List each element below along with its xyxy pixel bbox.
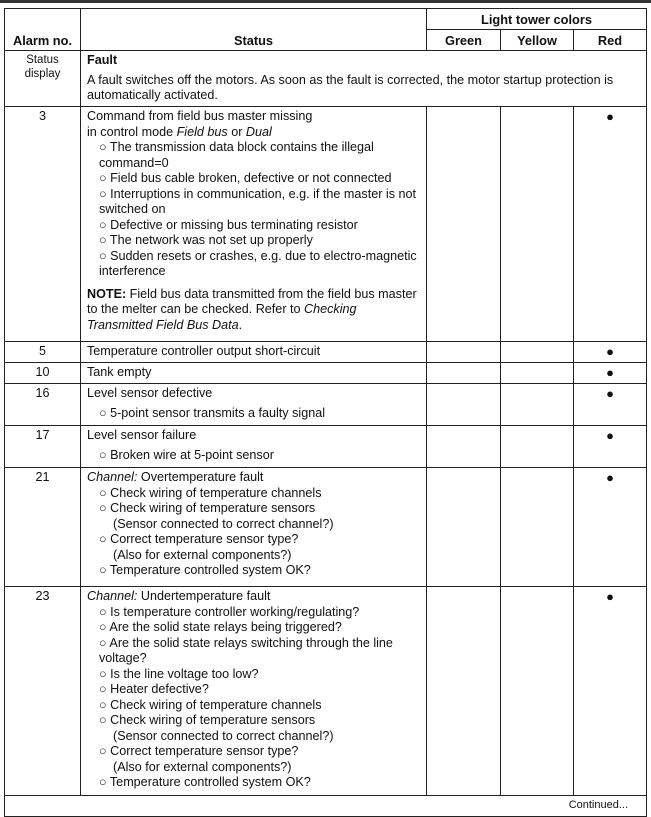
header-yellow: Yellow: [501, 30, 574, 51]
yellow-cell: [501, 107, 574, 342]
status-display-row: [5, 51, 647, 107]
yellow-cell: [501, 426, 574, 468]
bullet-icon: ○: [99, 604, 107, 619]
red-indicator-dot-icon: ●: [606, 589, 614, 604]
alarm-title: Channel: Overtemperature fault: [87, 470, 264, 484]
bullet-icon: ○: [99, 405, 107, 420]
header-green: Green: [427, 30, 501, 51]
bullet-item: ○ Check wiring of temperature channels: [99, 485, 322, 500]
alarm-status: [81, 363, 427, 384]
bullet-item: ○ Is the line voltage too low?: [99, 666, 259, 681]
bullet-item: ○ Interruptions in communication, e.g. if the master is not switched on: [99, 186, 416, 216]
yellow-cell: [501, 587, 574, 796]
note: NOTE: Field bus data transmitted from the field bus master to the melter can be checked. Refer to Checking Transmitted Field Bus Data.: [87, 286, 417, 332]
red-indicator-dot-icon: ●: [606, 428, 614, 443]
red-cell: [574, 587, 647, 796]
bullet-icon: ○: [99, 635, 107, 650]
bullet-icon: ○: [99, 697, 107, 712]
bullet-icon: ○: [99, 447, 107, 462]
red-cell: [574, 342, 647, 363]
alarm-number: 16: [5, 384, 81, 426]
bullet-item: ○ Correct temperature sensor type?: [99, 744, 299, 758]
bullet-icon: ○: [99, 140, 107, 154]
alarm-number: 5: [5, 342, 81, 363]
bullet-item: ○ Is temperature controller working/regulating?: [99, 604, 360, 619]
bullet-icon: ○: [99, 485, 107, 500]
red-indicator-dot-icon: ●: [606, 344, 614, 359]
alarm-title: Level sensor defective: [87, 386, 213, 400]
red-indicator-dot-icon: ●: [606, 109, 614, 124]
alarm-row: [5, 363, 647, 384]
alarm-row: [5, 468, 647, 587]
bullet-icon: ○: [99, 248, 107, 263]
bullet-item: ○ Sudden resets or crashes, e.g. due to electro-magnetic interference: [99, 248, 417, 278]
alarm-number: 3: [5, 107, 81, 342]
bullet-icon: ○: [99, 713, 107, 727]
bullet-item: ○ The transmission data block contains the illegal command=0: [99, 140, 374, 170]
yellow-cell: [501, 363, 574, 384]
bullet-item: ○ Are the solid state relays being triggered?: [99, 620, 342, 634]
fault-description: A fault switches off the motors. As soon as the fault is corrected, the motor startup protection is automatically activated.: [87, 72, 614, 102]
alarm-title: Tank empty: [87, 365, 152, 379]
red-cell: [574, 468, 647, 587]
red-cell: [574, 363, 647, 384]
green-cell: [427, 107, 501, 342]
alarm-row: [5, 426, 647, 468]
bullet-item: ○ Heater defective?: [99, 682, 209, 696]
alarm-status: [81, 384, 427, 426]
red-cell: [574, 384, 647, 426]
alarm-number: 10: [5, 363, 81, 384]
alarm-table: [4, 8, 647, 817]
alarm-title: Channel: Undertemperature fault: [87, 589, 271, 603]
bullet-item: ○ Field bus cable broken, defective or not connected: [99, 171, 392, 185]
bullet-icon: ○: [99, 171, 107, 185]
yellow-cell: [501, 342, 574, 363]
page-top-rule: [0, 0, 651, 3]
alarm-number: 23: [5, 587, 81, 796]
alarm-status: Channel: Undertemperature fault ○ Is temperature controller working/regulating? ○ Are the solid state relays being triggered? ○ Are the solid state relays switching through the line voltage? ○ Is the line voltage too low? ○ Heater defective? ○ Check wiring of temperature channels ○ Check wiring of temperature sensors (Sensor connected to correct channel?) ○ Correct temperature sensor type? (Also for external components?) ○ Temperature controlled system OK?: [81, 587, 427, 796]
red-cell: [574, 107, 647, 342]
header-alarm-no: Alarm no.: [5, 9, 81, 51]
alarm-status: [81, 426, 427, 468]
green-cell: [427, 342, 501, 363]
alarm-status: Command from field bus master missing in control mode Field bus or Dual ○ The transmission data block contains the illegal command=0 ○ Field bus cable broken, defective or not connected ○ Interruptions in communication, e.g. if the master is not switched on ○ Defective or missing bus terminating resistor ○ The network was not set up properly ○ Sudden resets or crashes, e.g. due to electro-magnetic interference NOTE: Field bus data transmitted from the field bus master to the melter can be checked. Refer to Checking Transmitted Field Bus Data.: [81, 107, 427, 342]
bullet-item: ○ Check wiring of temperature sensors: [99, 501, 316, 515]
alarm-row: [5, 384, 647, 426]
alarm-title: Temperature controller output short-circuit: [87, 344, 321, 358]
header-status: Status: [81, 9, 427, 51]
bullet-icon: ○: [99, 563, 107, 577]
alarm-number: 17: [5, 426, 81, 468]
header-red: Red: [574, 30, 647, 51]
header-light-tower: Light tower colors: [427, 9, 647, 30]
bullet-item: ○ Check wiring of temperature channels: [99, 697, 322, 712]
green-cell: [427, 468, 501, 587]
red-indicator-dot-icon: ●: [606, 386, 614, 401]
bullet-icon: ○: [99, 666, 107, 681]
bullet-item: ○ Temperature controlled system OK?: [99, 775, 311, 789]
bullet-icon: ○: [99, 532, 107, 546]
bullet-item: ○ Correct temperature sensor type?: [99, 532, 299, 546]
red-indicator-dot-icon: ●: [606, 365, 614, 380]
bullet-icon: ○: [99, 775, 107, 789]
alarm-status: Channel: Overtemperature fault ○ Check wiring of temperature channels ○ Check wiring of temperature sensors (Sensor connected to correct channel?) ○ Correct temperature sensor type? (Also for external components?) ○ Temperature controlled system OK?: [81, 468, 427, 587]
green-cell: [427, 384, 501, 426]
bullet-icon: ○: [99, 233, 107, 247]
bullet-icon: ○: [99, 501, 107, 515]
alarm-status: [81, 342, 427, 363]
alarm-number: 21: [5, 468, 81, 587]
bullet-icon: ○: [99, 682, 107, 696]
red-indicator-dot-icon: ●: [606, 470, 614, 485]
bullet-item: ○ Temperature controlled system OK?: [99, 563, 311, 577]
bullet-icon: ○: [99, 620, 107, 634]
bullet-item: ○ The network was not set up properly: [99, 233, 313, 247]
alarm-row: [5, 107, 647, 342]
alarm-title: Level sensor failure: [87, 428, 197, 442]
green-cell: [427, 363, 501, 384]
bullet-item: ○ Broken wire at 5-point sensor: [99, 447, 274, 462]
alarm-row: [5, 342, 647, 363]
status-display-label: Status display: [5, 51, 81, 107]
fault-title: Fault: [87, 53, 118, 67]
alarm-row: [5, 587, 647, 796]
green-cell: [427, 587, 501, 796]
bullet-item: ○ 5-point sensor transmits a faulty signal: [99, 405, 326, 420]
continued-label: Continued...: [5, 796, 647, 817]
green-cell: [427, 426, 501, 468]
yellow-cell: [501, 468, 574, 587]
bullet-icon: ○: [99, 217, 107, 232]
bullet-icon: ○: [99, 186, 107, 201]
bullet-icon: ○: [99, 744, 107, 758]
bullet-item: ○ Are the solid state relays switching through the line voltage?: [99, 635, 393, 665]
yellow-cell: [501, 384, 574, 426]
bullet-item: ○ Defective or missing bus terminating resistor: [99, 217, 358, 232]
bullet-item: ○ Check wiring of temperature sensors: [99, 713, 316, 727]
red-cell: [574, 426, 647, 468]
